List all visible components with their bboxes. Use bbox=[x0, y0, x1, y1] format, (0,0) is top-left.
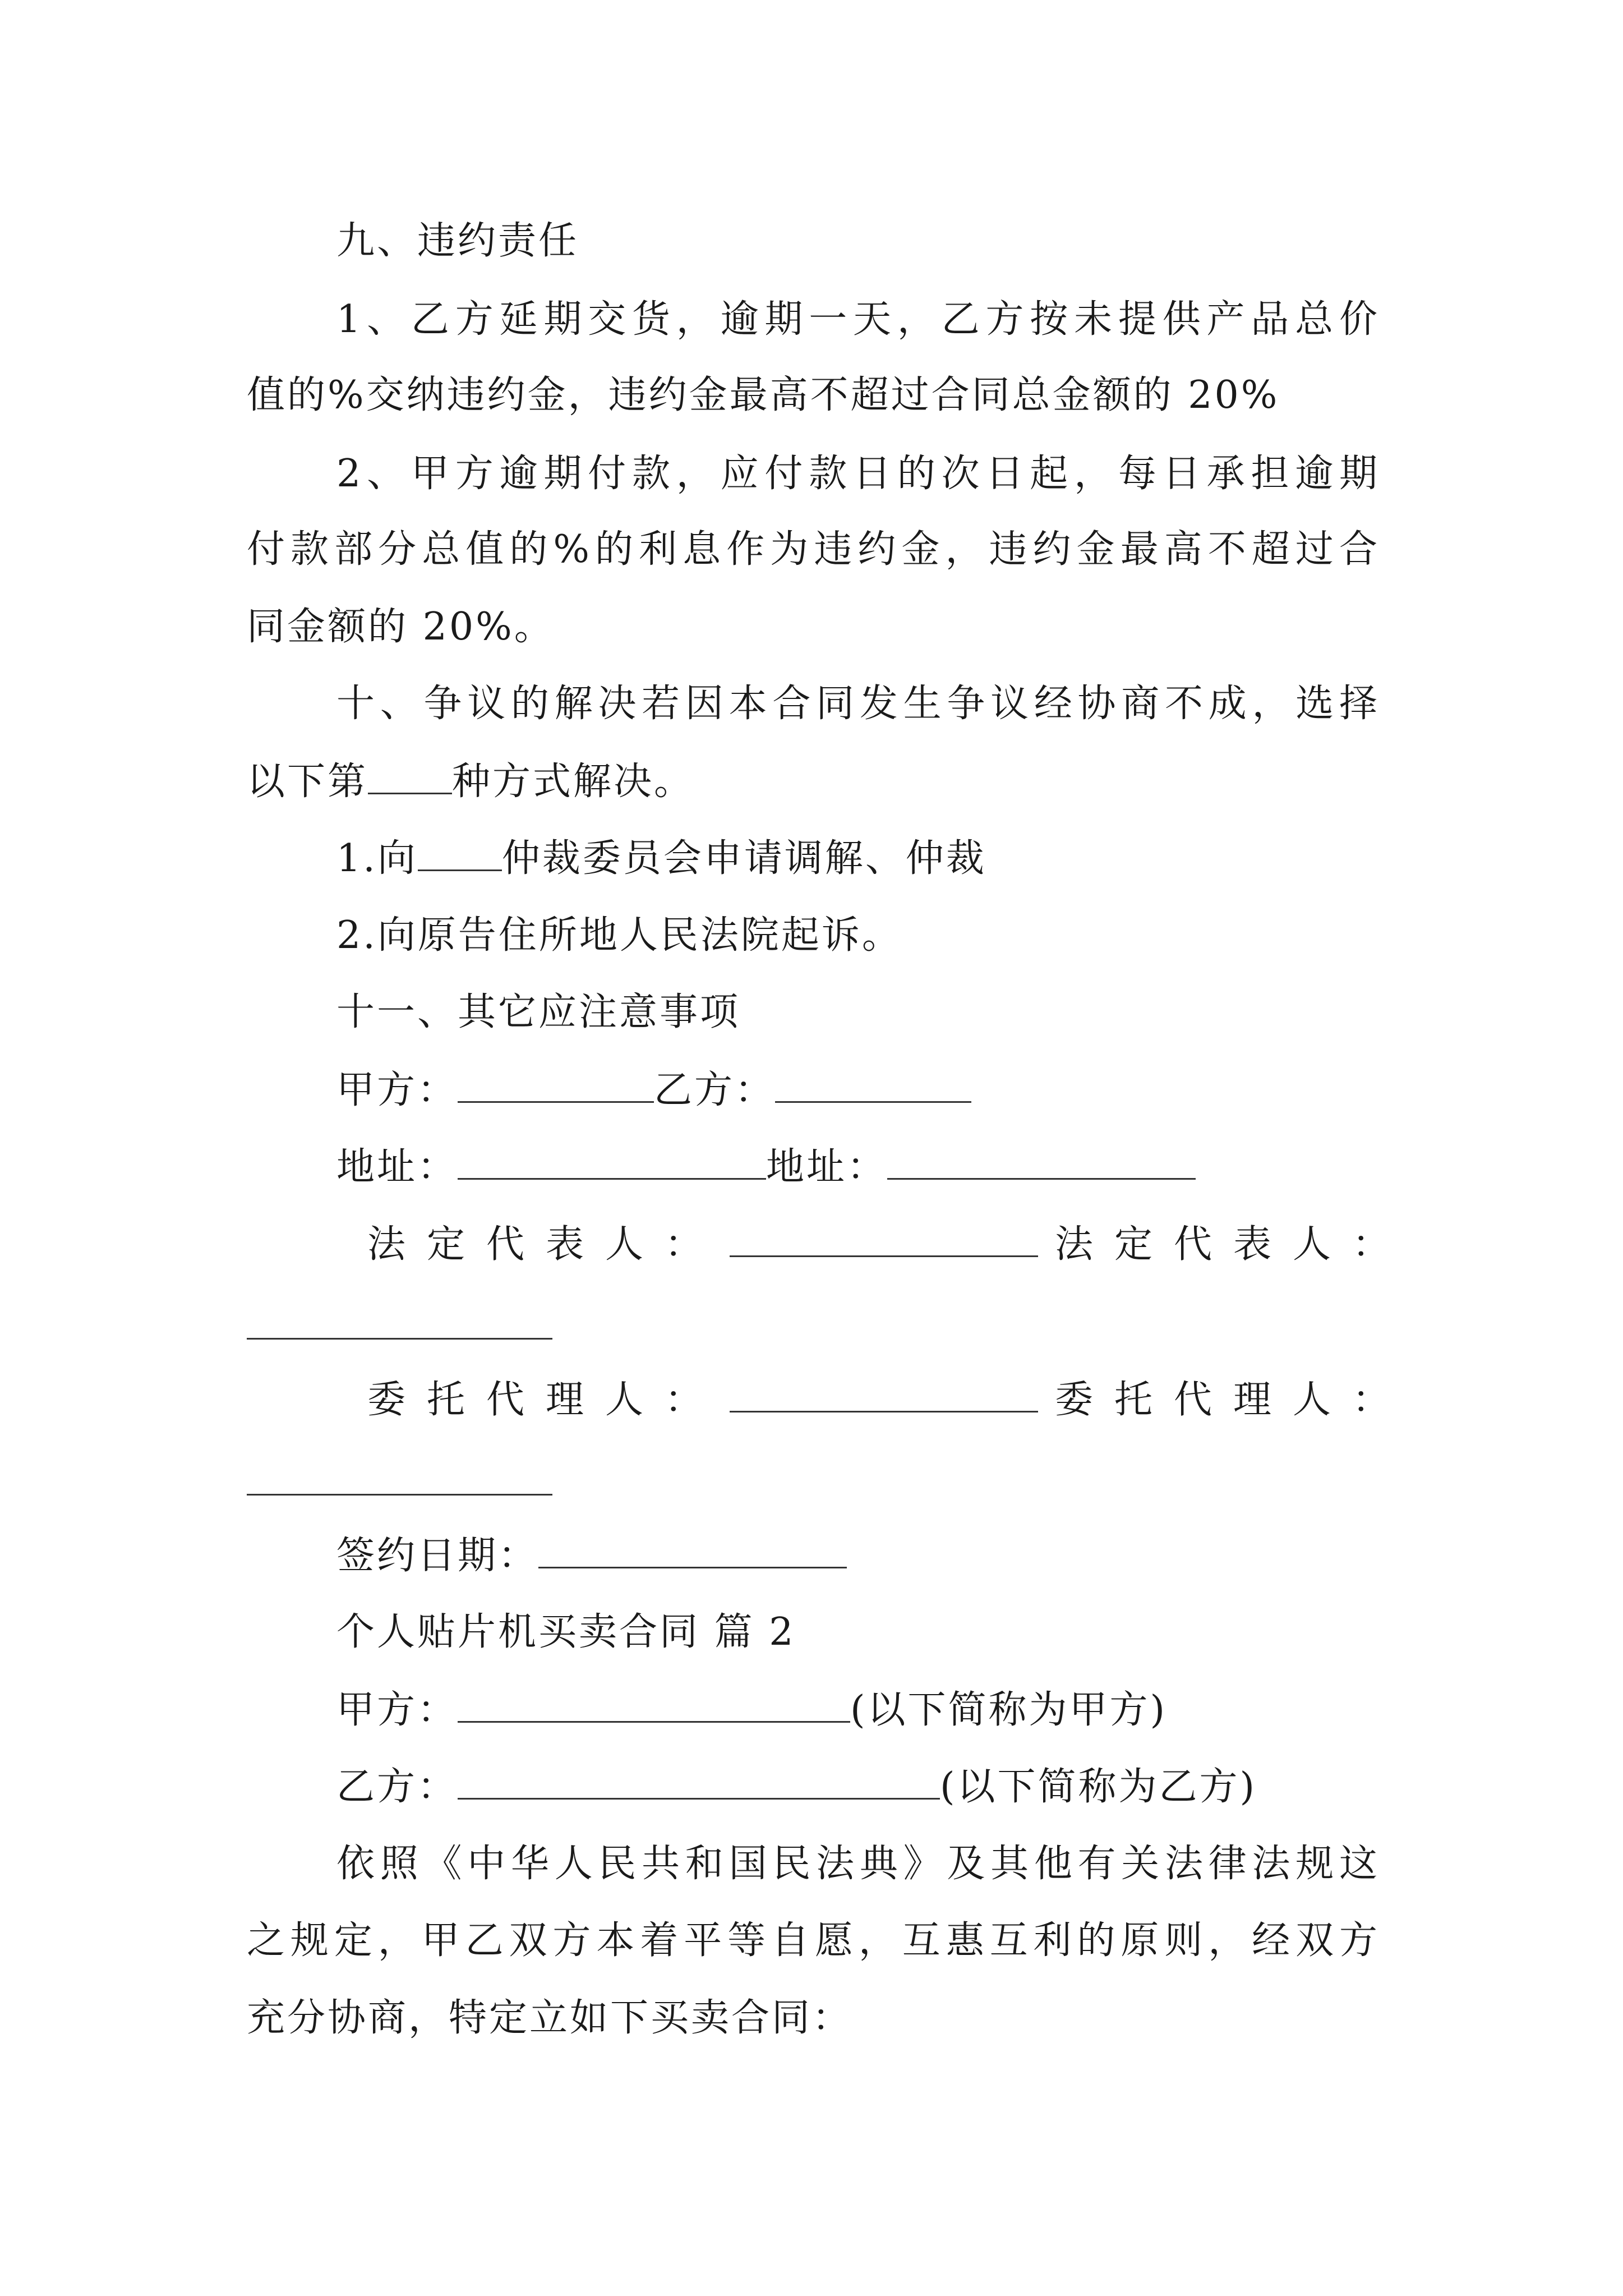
section10-line1: 十、争议的解决若因本合同发生争议经协商不成，选择 bbox=[336, 682, 1380, 726]
party-a-label: 甲方： bbox=[336, 1068, 458, 1112]
address-a-blank[interactable] bbox=[458, 1144, 766, 1180]
c2-party-a-blank[interactable] bbox=[458, 1687, 850, 1723]
c2-intro-line3: 充分协商，特定立如下买卖合同： bbox=[247, 1996, 853, 2040]
s9-item2-line2: 付款部分总值的%的利息作为违约金，违约金最高不超过合 bbox=[247, 527, 1380, 572]
section9-title: 九、违约责任 bbox=[336, 219, 579, 263]
c2-party-a-suffix: (以下简称为甲方) bbox=[850, 1688, 1168, 1732]
s10-option1-pre: 1.向 bbox=[336, 836, 418, 881]
section10-line2-pre: 以下第 bbox=[247, 760, 368, 804]
section10-line2 bbox=[247, 759, 694, 804]
party-a-blank[interactable] bbox=[458, 1068, 654, 1103]
c2-party-b-row bbox=[336, 1764, 1257, 1810]
agent-label-b: 委托代理人： bbox=[1055, 1378, 1412, 1422]
c2-intro-line2: 之规定，甲乙双方本着平等自愿，互惠互利的原则，经双方 bbox=[247, 1918, 1380, 1963]
section10-line2-post: 种方式解决。 bbox=[452, 760, 695, 804]
legal-rep-b-blank[interactable] bbox=[247, 1338, 552, 1340]
sign-date-row bbox=[336, 1533, 847, 1579]
legal-rep-label-a: 法定代表人： bbox=[367, 1222, 725, 1267]
s10-option1 bbox=[336, 836, 986, 881]
party-b-label: 乙方： bbox=[654, 1068, 776, 1112]
legal-rep-row bbox=[367, 1222, 1412, 1267]
sign-date-blank[interactable] bbox=[538, 1533, 847, 1568]
party-signature-row bbox=[336, 1068, 971, 1113]
s9-item2-line3: 同金额的 20%。 bbox=[247, 605, 555, 649]
agent-label-a: 委托代理人： bbox=[367, 1378, 725, 1422]
c2-party-b-suffix: (以下简称为乙方) bbox=[940, 1765, 1257, 1809]
c2-party-b-blank[interactable] bbox=[458, 1764, 940, 1800]
c2-party-b-label: 乙方： bbox=[336, 1765, 458, 1809]
method-choice-blank[interactable] bbox=[368, 759, 452, 794]
s10-option2: 2.向原告住所地人民法院起诉。 bbox=[336, 913, 902, 958]
address-label-a: 地址： bbox=[336, 1145, 458, 1189]
c2-party-a-label: 甲方： bbox=[336, 1688, 458, 1732]
s9-item2-line1: 2、甲方逾期付款，应付款日的次日起，每日承担逾期 bbox=[336, 452, 1380, 496]
agent-row bbox=[367, 1377, 1412, 1423]
s9-item1-line2: 值的%交纳违约金，违约金最高不超过合同总金额的 20% bbox=[247, 373, 1280, 417]
legal-rep-label-b: 法定代表人： bbox=[1055, 1222, 1412, 1267]
legal-rep-a-blank[interactable] bbox=[730, 1222, 1038, 1257]
address-row bbox=[336, 1144, 1196, 1190]
contract2-title: 个人贴片机买卖合同 篇 2 bbox=[336, 1610, 796, 1654]
section11-title: 十一、其它应注意事项 bbox=[336, 990, 741, 1034]
agent-a-blank[interactable] bbox=[730, 1377, 1038, 1412]
s10-option1-post: 仲裁委员会申请调解、仲裁 bbox=[501, 836, 986, 881]
c2-intro-line1: 依照《中华人民共和国民法典》及其他有关法律法规这 bbox=[336, 1842, 1380, 1886]
c2-party-a-row bbox=[336, 1687, 1167, 1733]
agent-b-blank[interactable] bbox=[247, 1494, 552, 1496]
s9-item1-line1: 1、乙方延期交货，逾期一天，乙方按未提供产品总价 bbox=[336, 297, 1380, 342]
sign-date-label: 签约日期： bbox=[336, 1534, 539, 1578]
party-b-blank[interactable] bbox=[775, 1068, 971, 1103]
address-b-blank[interactable] bbox=[887, 1144, 1196, 1180]
address-label-b: 地址： bbox=[766, 1145, 888, 1189]
arbitration-committee-blank[interactable] bbox=[418, 836, 502, 871]
